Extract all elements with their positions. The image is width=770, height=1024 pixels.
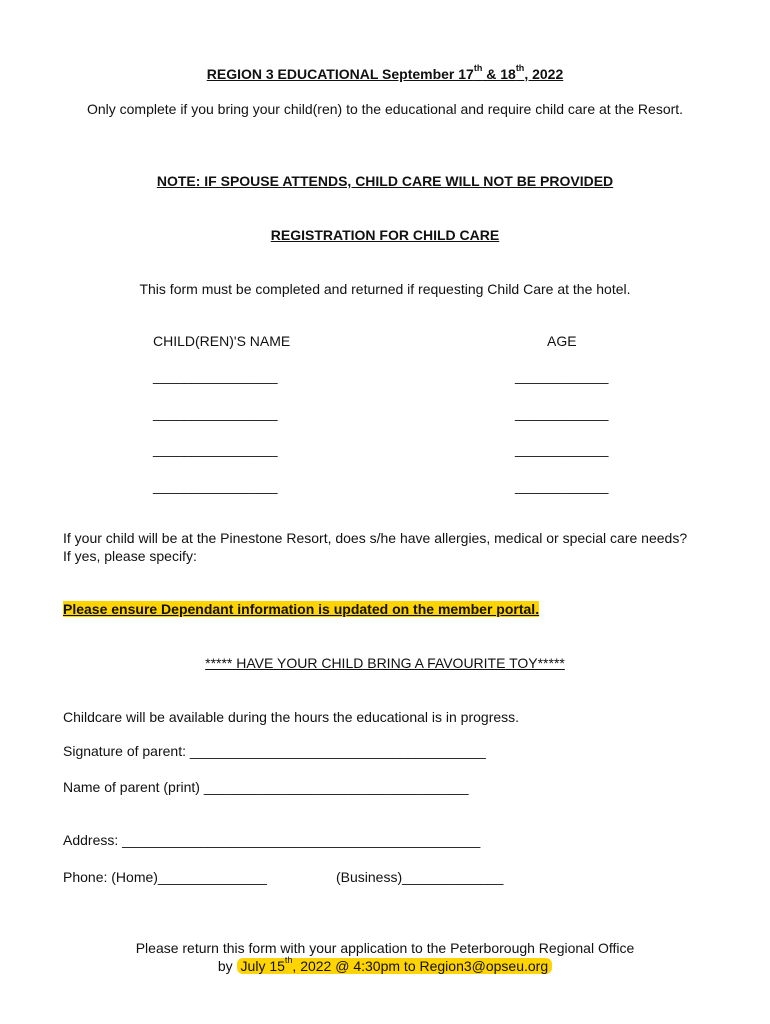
deadline-highlight <box>237 955 553 974</box>
intro-text: Only complete if you bring your child(ren) to the educational and require child care at the Resort. <box>86 101 684 117</box>
deadline-sup: th <box>284 955 293 965</box>
child-age-line[interactable]: ____________ <box>515 405 609 421</box>
dependant-notice-text: Please ensure Dependant information is updated on the member portal. <box>63 601 540 617</box>
child-name-line[interactable]: ________________ <box>153 441 278 457</box>
allergies-follow-up: If yes, please specify: <box>63 548 197 564</box>
registration-title-text: REGISTRATION FOR CHILD CARE <box>270 227 500 243</box>
footer-line-2 <box>0 955 770 974</box>
signature-field[interactable]: Signature of parent: ______________________________________ <box>63 743 486 759</box>
registration-title <box>0 227 770 243</box>
title-part-a: REGION 3 EDUCATIONAL September 17 <box>206 66 474 82</box>
event-title <box>0 63 770 82</box>
dependant-notice <box>63 601 539 617</box>
title-sup-2: th <box>515 63 525 73</box>
footer-line-1: Please return this form with your application to the Peterborough Regional Office <box>135 940 635 956</box>
child-age-line[interactable]: ____________ <box>515 368 609 384</box>
childcare-hours: Childcare will be available during the hours the educational is in progress. <box>63 709 520 725</box>
form-instruction: This form must be completed and returned if requesting Child Care at the hotel. <box>139 281 631 297</box>
phone-home-field[interactable]: Phone: (Home)______________ <box>63 869 267 885</box>
child-name-line[interactable]: ________________ <box>153 405 278 421</box>
title-sup-1: th <box>473 63 483 73</box>
footer-by: by <box>217 958 237 974</box>
child-name-line[interactable]: ________________ <box>153 478 278 494</box>
toy-notice <box>0 655 770 671</box>
parent-name-field[interactable]: Name of parent (print) __________________________________ <box>63 779 469 795</box>
child-name-header: CHILD(REN)'S NAME <box>153 333 291 349</box>
title-part-c: , 2022 <box>524 66 564 82</box>
spouse-note <box>0 173 770 189</box>
allergies-question: If your child will be at the Pinestone Resort, does s/he have allergies, medical or special care needs? <box>63 530 688 546</box>
phone-business-field[interactable]: (Business)_____________ <box>336 869 504 885</box>
toy-notice-text: ***** HAVE YOUR CHILD BRING A FAVOURITE TOY***** <box>205 655 565 671</box>
event-title-text <box>206 63 564 82</box>
child-name-line[interactable]: ________________ <box>153 368 278 384</box>
child-age-line[interactable]: ____________ <box>515 478 609 494</box>
deadline-date: July 15 <box>240 958 285 974</box>
child-age-line[interactable]: ____________ <box>515 441 609 457</box>
address-field[interactable]: Address: ______________________________________________ <box>63 832 481 848</box>
title-part-b: & 18 <box>482 66 516 82</box>
deadline-details: , 2022 @ 4:30pm to Region3@opseu.org <box>292 958 549 974</box>
spouse-note-text: NOTE: IF SPOUSE ATTENDS, CHILD CARE WILL NOT BE PROVIDED <box>156 173 614 189</box>
child-age-header: AGE <box>547 333 577 349</box>
